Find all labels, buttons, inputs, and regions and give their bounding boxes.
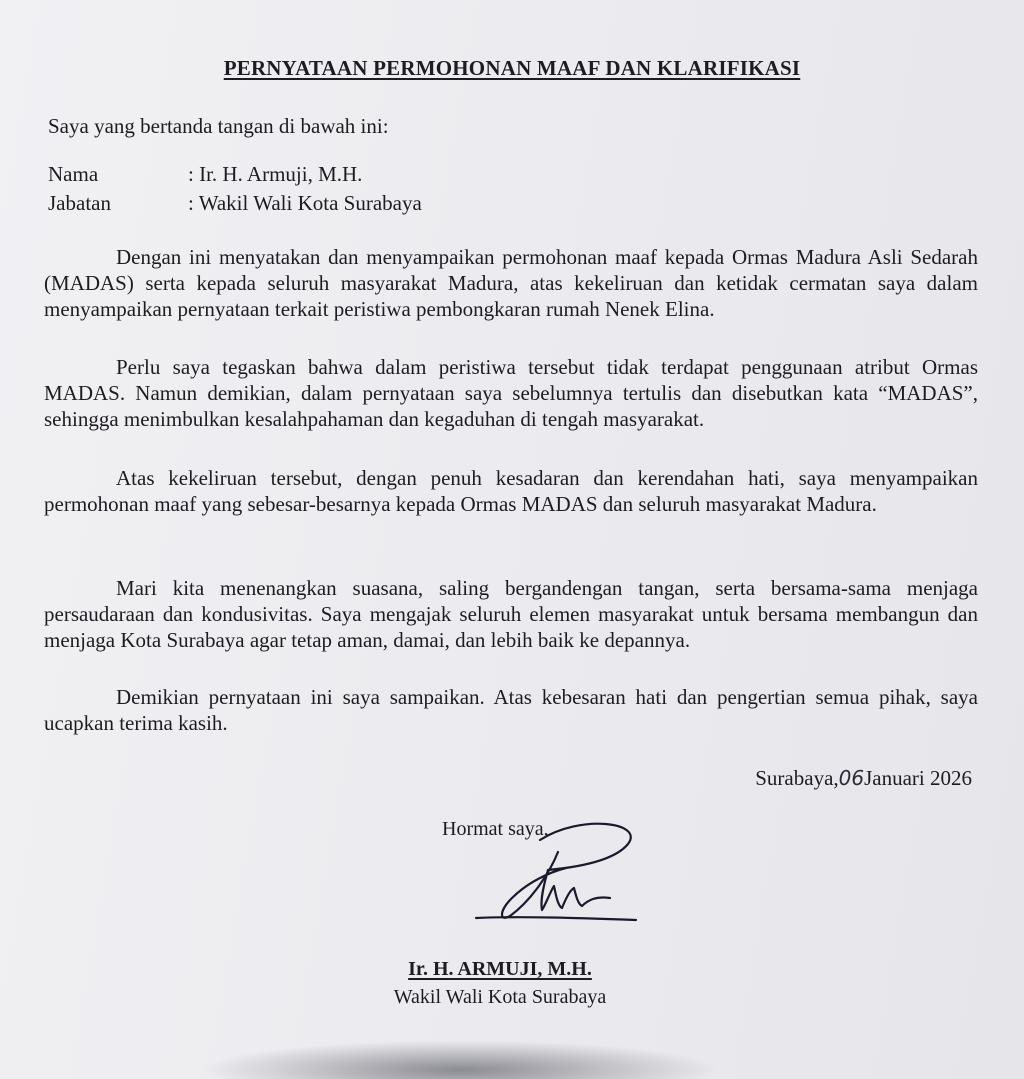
date-line	[755, 766, 972, 791]
paragraph-apology: Dengan ini menyatakan dan menyampaikan permohonan maaf kepada Ormas Madura Asli Sedarah (MADAS) serta kepada seluruh masyarakat Madura, atas kekeliruan dan ketidak cermatan saya dalam menyampaikan pernyataan terkait peristiwa pembongkaran rumah Nenek Elina.	[44, 245, 978, 321]
identity-block	[48, 160, 422, 218]
closing-salutation: Hormat saya,	[442, 818, 549, 840]
paragraph-clarification: Perlu saya tegaskan bahwa dalam peristiwa tersebut tidak terdapat penggunaan atribut Ormas MADAS. Namun demikian, dalam pernyataan saya sebelumnya tertulis dan disebutkan kata “MADAS”, sehingga menimbulkan kesalahpahaman dan kegaduhan di tengah masyarakat.	[44, 355, 978, 431]
intro-text: Saya yang bertanda tangan di bawah ini:	[48, 114, 389, 138]
position-value: : Wakil Wali Kota Surabaya	[188, 191, 422, 215]
position-label: Jabatan	[48, 191, 111, 215]
date-place: Surabaya,	[755, 766, 839, 790]
signer-name: Ir. H. ARMUJI, M.H.	[408, 958, 592, 980]
name-value: : Ir. H. Armuji, M.H.	[188, 162, 363, 186]
paragraph-appeal: Mari kita menenangkan suasana, saling bergandengan tangan, serta bersama-sama menjaga persaudaraan dan kondusivitas. Saya mengajak seluruh elemen masyarakat untuk bersama membangun dan menjaga Kota Surabaya agar tetap aman, damai, dan lebih baik ke depannya.	[44, 576, 978, 652]
identity-row-position	[48, 189, 422, 218]
signer-block	[380, 955, 620, 1011]
paragraph-regret: Atas kekeliruan tersebut, dengan penuh kesadaran dan kerendahan hati, saya menyampaikan permohonan maaf yang sebesar-besarnya kepada Ormas MADAS dan seluruh masyarakat Madura.	[44, 466, 978, 516]
photo-shadow	[200, 1040, 720, 1079]
signer-title: Wakil Wali Kota Surabaya	[393, 986, 607, 1008]
date-day-handwritten: 06	[838, 766, 865, 790]
identity-row-name	[48, 160, 422, 189]
name-label: Nama	[48, 162, 99, 186]
paragraph-closing: Demikian pernyataan ini saya sampaikan. Atas kebesaran hati dan pengertian semua pihak, saya ucapkan terima kasih.	[44, 685, 978, 735]
signature-scribble	[470, 812, 650, 932]
date-month-year: Januari 2026	[864, 766, 972, 790]
document-title: PERNYATAAN PERMOHONAN MAAF DAN KLARIFIKASI	[223, 56, 801, 80]
